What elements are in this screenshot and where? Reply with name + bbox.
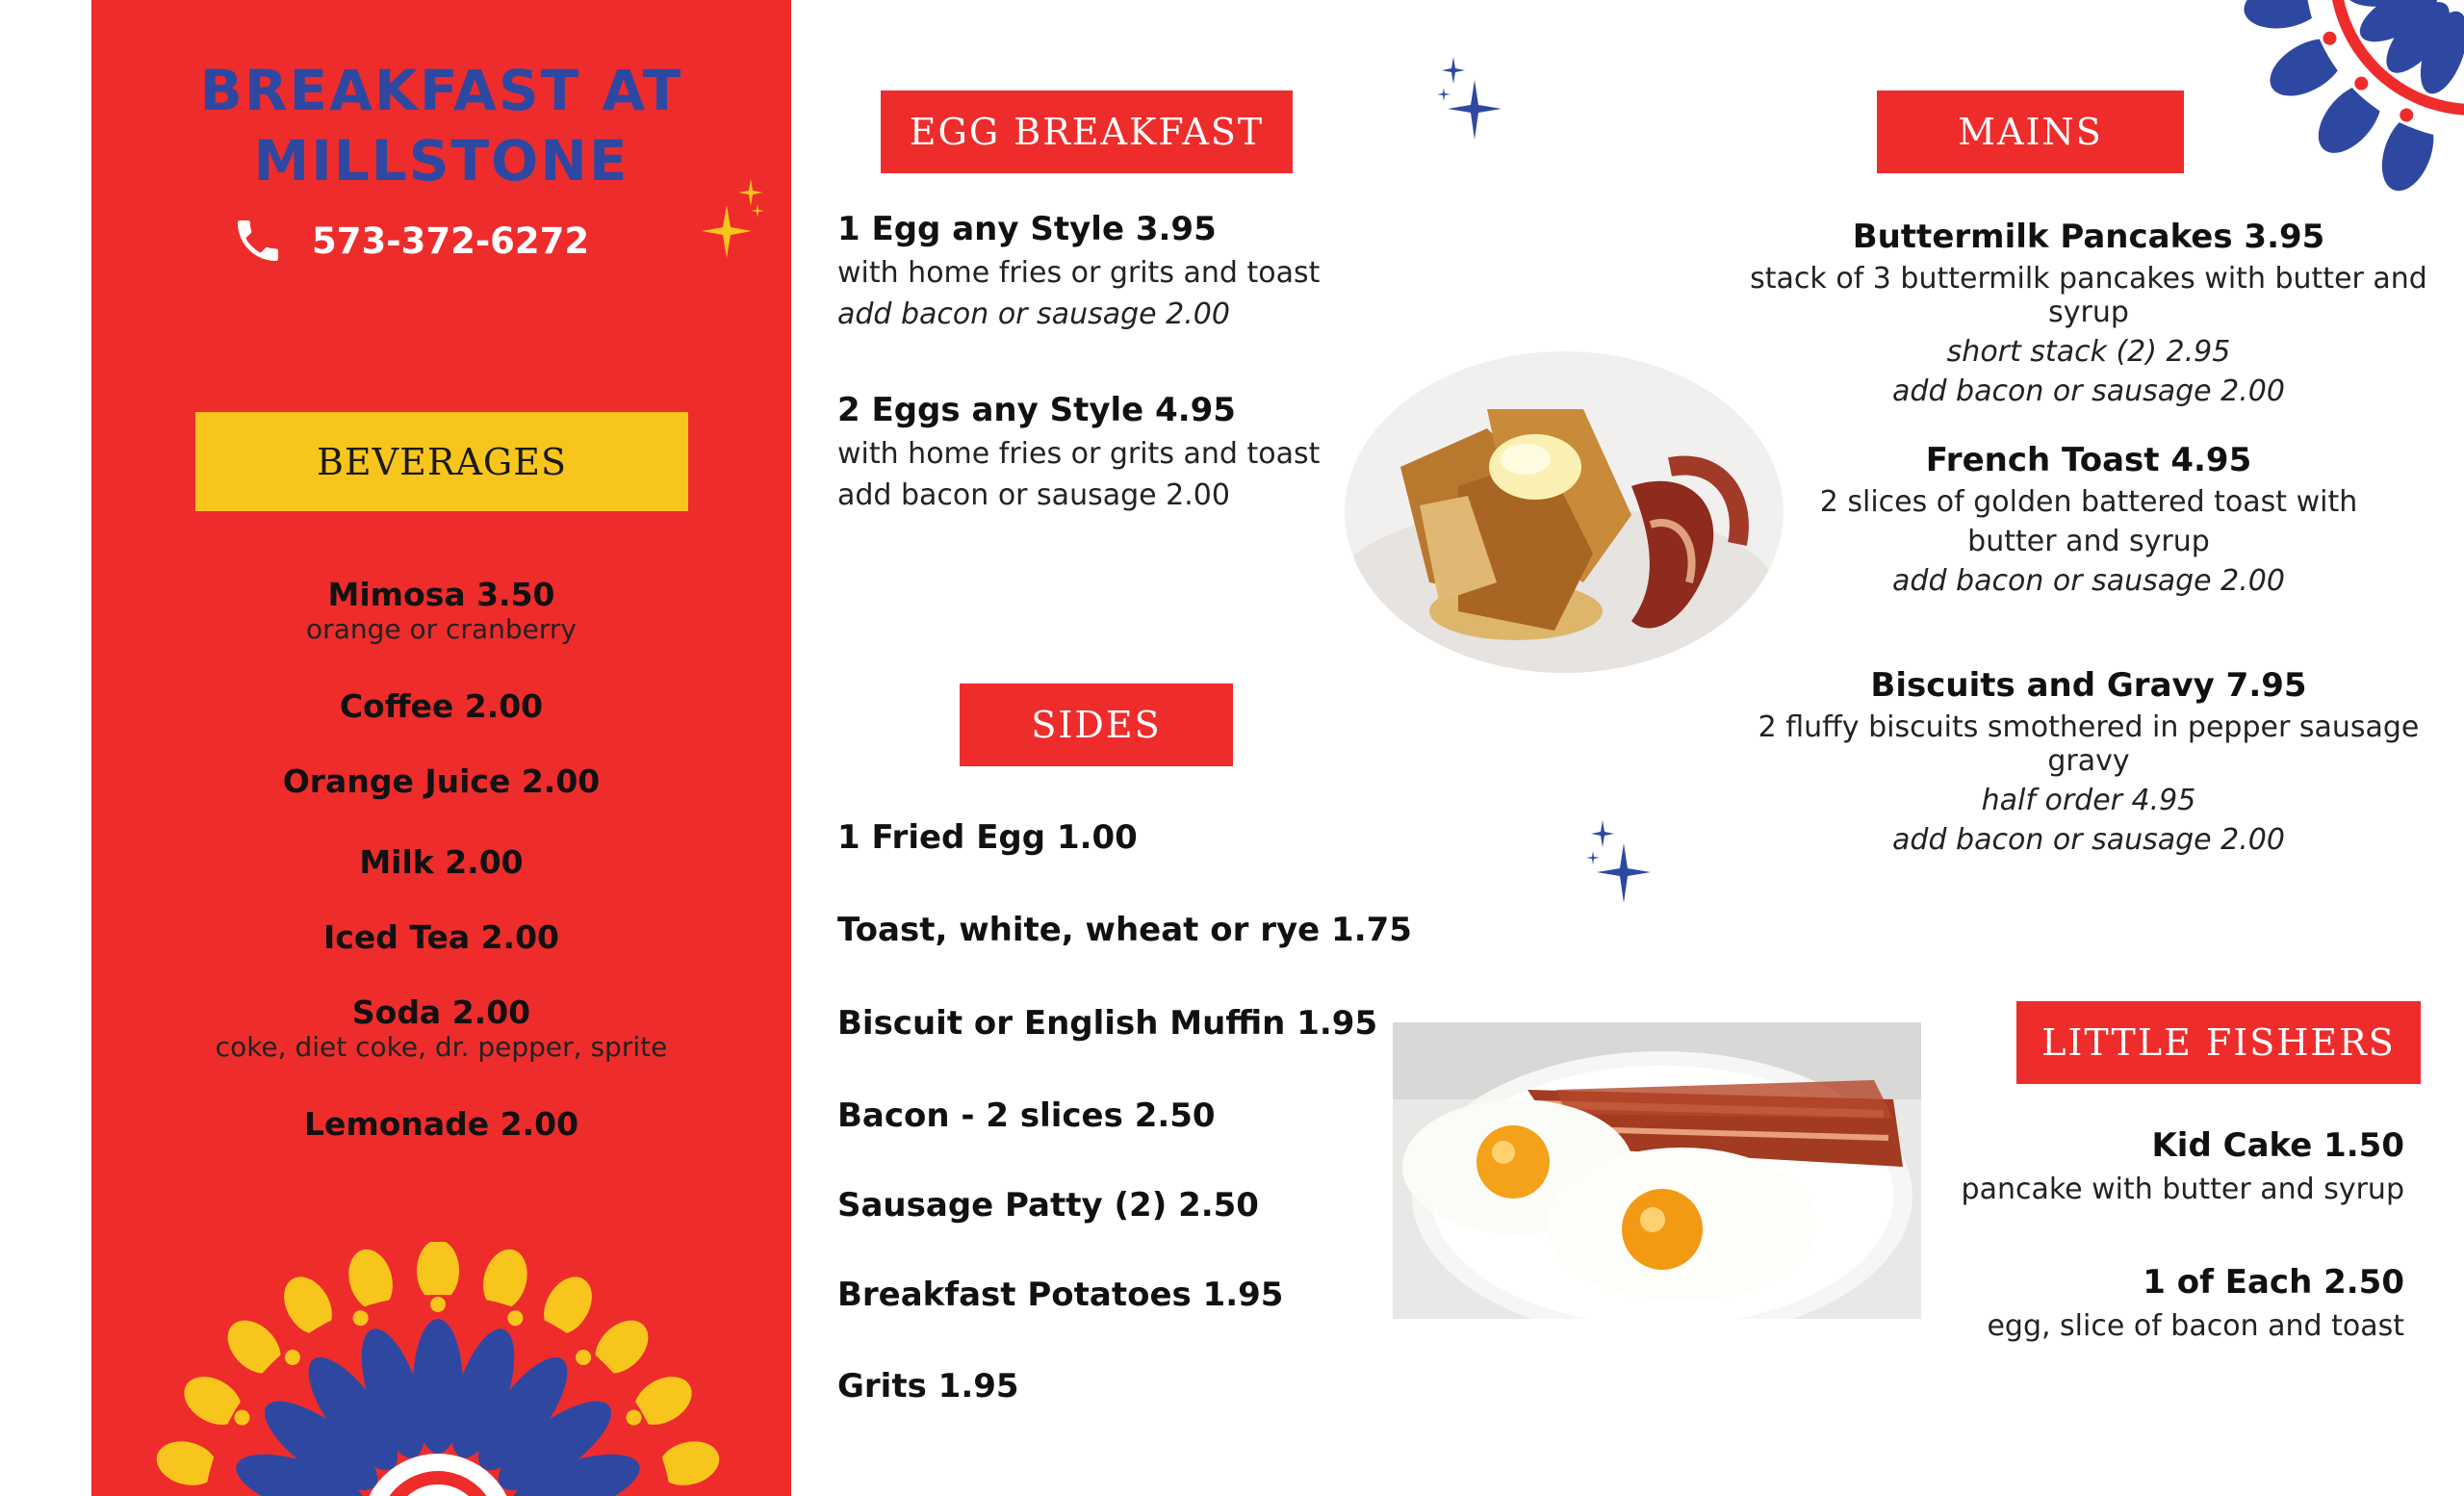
sunburst-decoration bbox=[149, 1242, 727, 1496]
mains-heading-box bbox=[1877, 90, 2184, 173]
menu-item-option: short stack (2) 2.95 bbox=[1946, 335, 2231, 369]
menu-item bbox=[1723, 441, 2454, 598]
menu-item-description: with home fries or grits and toast bbox=[837, 256, 1321, 290]
beverage-name: Soda 2.00 bbox=[351, 993, 531, 1031]
beverage-name: Coffee 2.00 bbox=[339, 687, 544, 725]
side-item: Grits 1.95 bbox=[837, 1367, 1019, 1406]
beverage-item bbox=[91, 843, 791, 881]
menu-item-title: Kid Cake 1.50 bbox=[2151, 1126, 2404, 1165]
sparkle-icon bbox=[1583, 816, 1660, 908]
beverages-heading-box bbox=[195, 412, 688, 511]
beverages-heading: BEVERAGES bbox=[316, 440, 568, 483]
menu-item-addon: add bacon or sausage 2.00 bbox=[837, 478, 1230, 512]
side-item: Bacon - 2 slices 2.50 bbox=[837, 1096, 1216, 1135]
menu-item bbox=[837, 210, 1320, 331]
menu-item-description: 2 fluffy biscuits smothered in pepper sausage gravy bbox=[1758, 710, 2420, 778]
menu-item-description: butter and syrup bbox=[1967, 525, 2210, 558]
beverage-name: Lemonade 2.00 bbox=[303, 1105, 579, 1143]
menu-item-title: Buttermilk Pancakes 3.95 bbox=[1852, 218, 2325, 256]
beverage-item bbox=[91, 918, 791, 956]
beverage-item bbox=[91, 576, 791, 645]
side-item: 1 Fried Egg 1.00 bbox=[837, 818, 1138, 857]
little-fishers-heading: LITTLE FISHERS bbox=[2041, 1021, 2396, 1064]
side-item: Toast, white, wheat or rye 1.75 bbox=[837, 911, 1412, 949]
menu-item-description: with home fries or grits and toast bbox=[837, 437, 1321, 471]
french-toast-photo bbox=[1343, 351, 1785, 674]
menu-item-description: pancake with butter and syrup bbox=[1961, 1173, 2404, 1206]
restaurant-title-line1: BREAKFAST AT bbox=[199, 58, 683, 123]
menu-item-addon: add bacon or sausage 2.00 bbox=[1892, 823, 2285, 857]
beverage-sub: coke, diet coke, dr. pepper, sprite bbox=[215, 1031, 668, 1063]
sparkle-icon bbox=[698, 171, 775, 268]
menu-item-title: 1 Egg any Style 3.95 bbox=[837, 210, 1217, 248]
side-item: Breakfast Potatoes 1.95 bbox=[837, 1276, 1284, 1314]
menu-item-addon: add bacon or sausage 2.00 bbox=[1892, 374, 2285, 408]
menu-item-addon: add bacon or sausage 2.00 bbox=[837, 297, 1230, 331]
little-fishers-heading-box bbox=[2016, 1001, 2421, 1084]
menu-item bbox=[1987, 1263, 2404, 1343]
beverage-name: Iced Tea 2.00 bbox=[322, 918, 560, 956]
menu-item-option: half order 4.95 bbox=[1981, 784, 2196, 817]
menu-item-description: egg, slice of bacon and toast bbox=[1987, 1309, 2404, 1343]
eggs-bacon-photo bbox=[1393, 1022, 1921, 1319]
sides-heading: SIDES bbox=[1031, 704, 1162, 746]
menu-item-addon: add bacon or sausage 2.00 bbox=[1892, 564, 2285, 598]
egg-breakfast-heading-box bbox=[881, 90, 1293, 173]
phone-number[interactable] bbox=[231, 214, 589, 268]
restaurant-title-line2: MILLSTONE bbox=[253, 128, 629, 193]
menu-item bbox=[1723, 218, 2454, 408]
beverage-name: Milk 2.00 bbox=[359, 843, 524, 881]
menu-item-description: stack of 3 buttermilk pancakes with butter and syrup bbox=[1750, 262, 2427, 329]
left-panel bbox=[91, 0, 791, 1496]
phone-icon bbox=[231, 214, 285, 268]
menu-item-title: 2 Eggs any Style 4.95 bbox=[837, 391, 1236, 429]
menu-item bbox=[1723, 666, 2454, 857]
mains-heading: MAINS bbox=[1958, 111, 2103, 153]
beverage-item bbox=[91, 762, 791, 800]
beverage-item bbox=[91, 687, 791, 725]
menu-item-title: Biscuits and Gravy 7.95 bbox=[1870, 666, 2307, 705]
sides-heading-box bbox=[960, 684, 1233, 766]
menu-item-title: French Toast 4.95 bbox=[1925, 441, 2252, 479]
menu-item-title: 1 of Each 2.50 bbox=[2143, 1263, 2404, 1302]
beverage-name: Mimosa 3.50 bbox=[327, 576, 555, 613]
side-item: Biscuit or English Muffin 1.95 bbox=[837, 1004, 1378, 1043]
menu-item-description: 2 slices of golden battered toast with bbox=[1819, 485, 2358, 519]
phone-text: 573-372-6272 bbox=[312, 219, 590, 262]
sparkle-icon bbox=[1434, 53, 1511, 144]
menu-item bbox=[1962, 1126, 2404, 1206]
egg-breakfast-heading: EGG BREAKFAST bbox=[909, 111, 1265, 153]
side-item: Sausage Patty (2) 2.50 bbox=[837, 1186, 1259, 1225]
beverage-item bbox=[91, 993, 791, 1063]
beverage-sub: orange or cranberry bbox=[306, 613, 577, 645]
sunburst-decoration bbox=[2214, 0, 2464, 231]
beverage-item bbox=[91, 1105, 791, 1143]
menu-item bbox=[837, 391, 1320, 512]
beverage-name: Orange Juice 2.00 bbox=[282, 762, 601, 800]
